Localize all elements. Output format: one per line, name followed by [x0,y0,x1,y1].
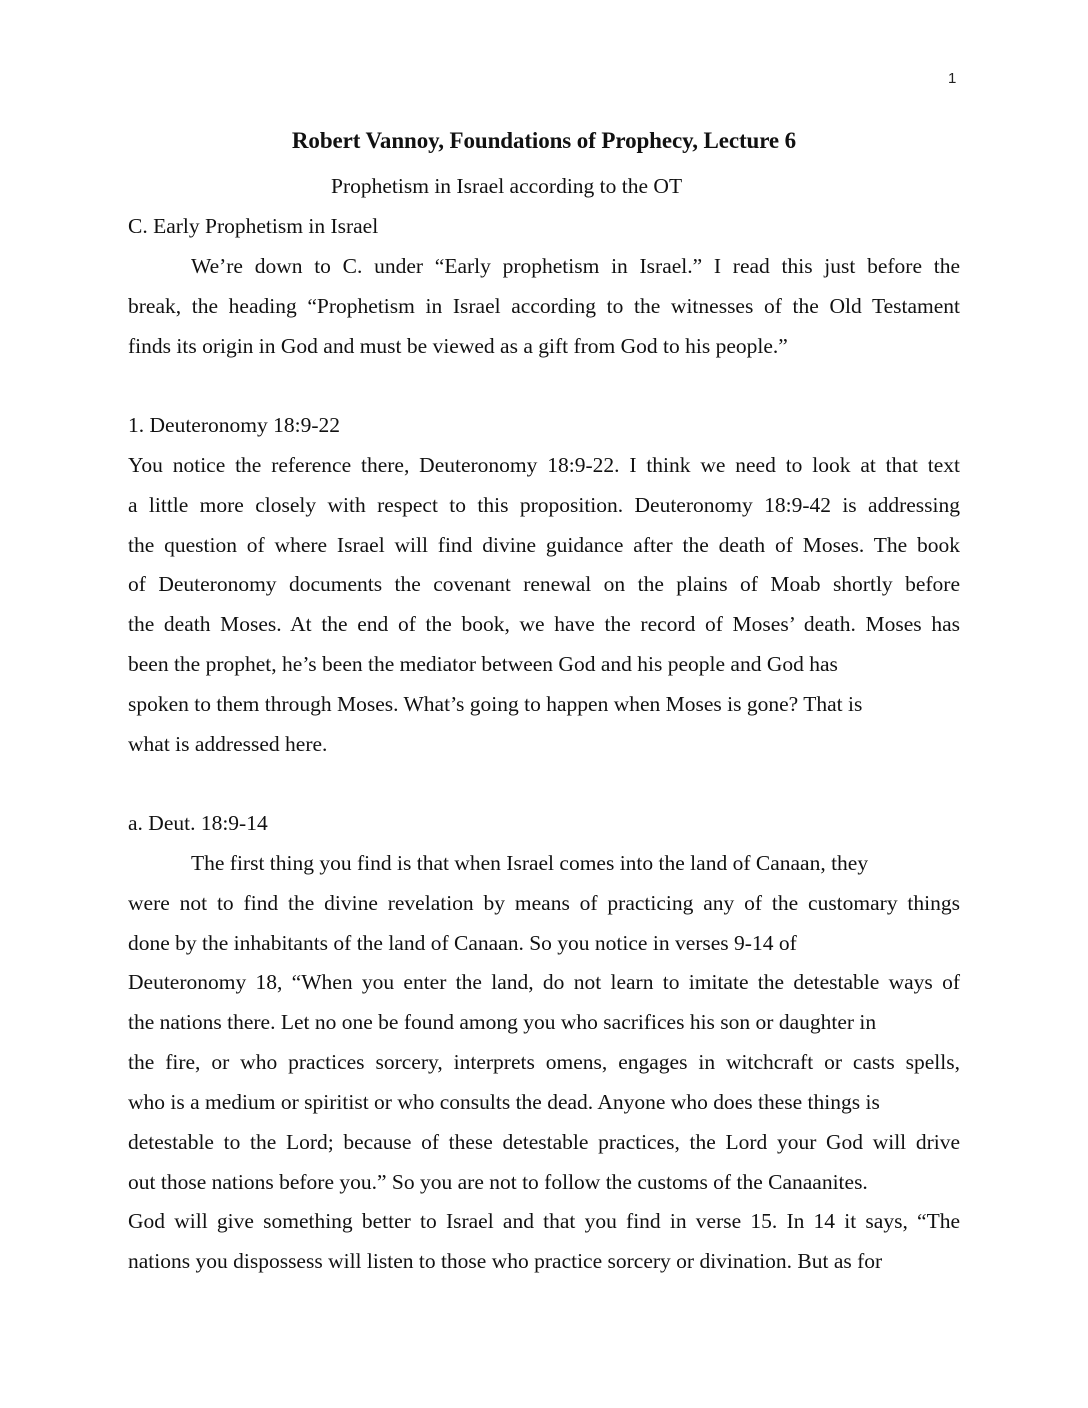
paragraph-line: the nations there. Let no one be found among you who sacrifices his son or daughter in [128,1010,877,1034]
paragraph-line: finds its origin in God and must be viewed as a gift from God to his people.” [128,334,788,358]
paragraph-line: were not to find the divine revelation by means of practicing any of the customary things [128,891,960,915]
paragraph-line: The first thing you find is that when Israel comes into the land of Canaan, they [191,851,869,875]
section-heading-a: a. Deut. 18:9-14 [128,811,268,835]
paragraph-line: the fire, or who practices sorcery, interprets omens, engages in witchcraft or casts spells, [128,1050,960,1074]
paragraph-line: been the prophet, he’s been the mediator between God and his people and God has [128,652,838,676]
paragraph-line: break, the heading “Prophetism in Israel according to the witnesses of the Old Testament [128,294,960,318]
section-heading-c: C. Early Prophetism in Israel [128,214,379,238]
paragraph-line: out those nations before you.” So you are not to follow the customs of the Canaanites. [128,1170,868,1194]
paragraph-line: a little more closely with respect to this proposition. Deuteronomy 18:9-42 is addressing [128,493,960,517]
paragraph-line: God will give something better to Israel and that you find in verse 15. In 14 it says, “The [128,1209,960,1233]
paragraph-line: the death Moses. At the end of the book, we have the record of Moses’ death. Moses has [128,612,960,636]
paragraph-line: of Deuteronomy documents the covenant renewal on the plains of Moab shortly before [128,572,960,596]
paragraph-line: what is addressed here. [128,732,328,756]
paragraph-line: who is a medium or spiritist or who consults the dead. Anyone who does these things is [128,1090,880,1114]
paragraph-line: We’re down to C. under “Early prophetism in Israel.” I read this just before the [191,254,960,278]
paragraph-line: You notice the reference there, Deuteronomy 18:9-22. I think we need to look at that text [128,453,960,477]
document-title: Robert Vannoy, Foundations of Prophecy, Lecture 6 [291,128,797,153]
paragraph-line: spoken to them through Moses. What’s going to happen when Moses is gone? That is [128,692,863,716]
page-number: 1 [948,70,957,87]
paragraph-line: nations you dispossess will listen to those who practice sorcery or divination. But as for [128,1249,883,1273]
paragraph-line: done by the inhabitants of the land of Canaan. So you notice in verses 9-14 of [128,931,797,955]
document-subtitle: Prophetism in Israel according to the OT [331,174,683,198]
paragraph-line: the question of where Israel will find divine guidance after the death of Moses. The book [128,533,960,557]
paragraph-line: detestable to the Lord; because of these detestable practices, the Lord your God will drive [128,1130,960,1154]
paragraph-line: Deuteronomy 18, “When you enter the land, do not learn to imitate the detestable ways of [128,970,960,994]
section-heading-1: 1. Deuteronomy 18:9-22 [128,413,340,437]
